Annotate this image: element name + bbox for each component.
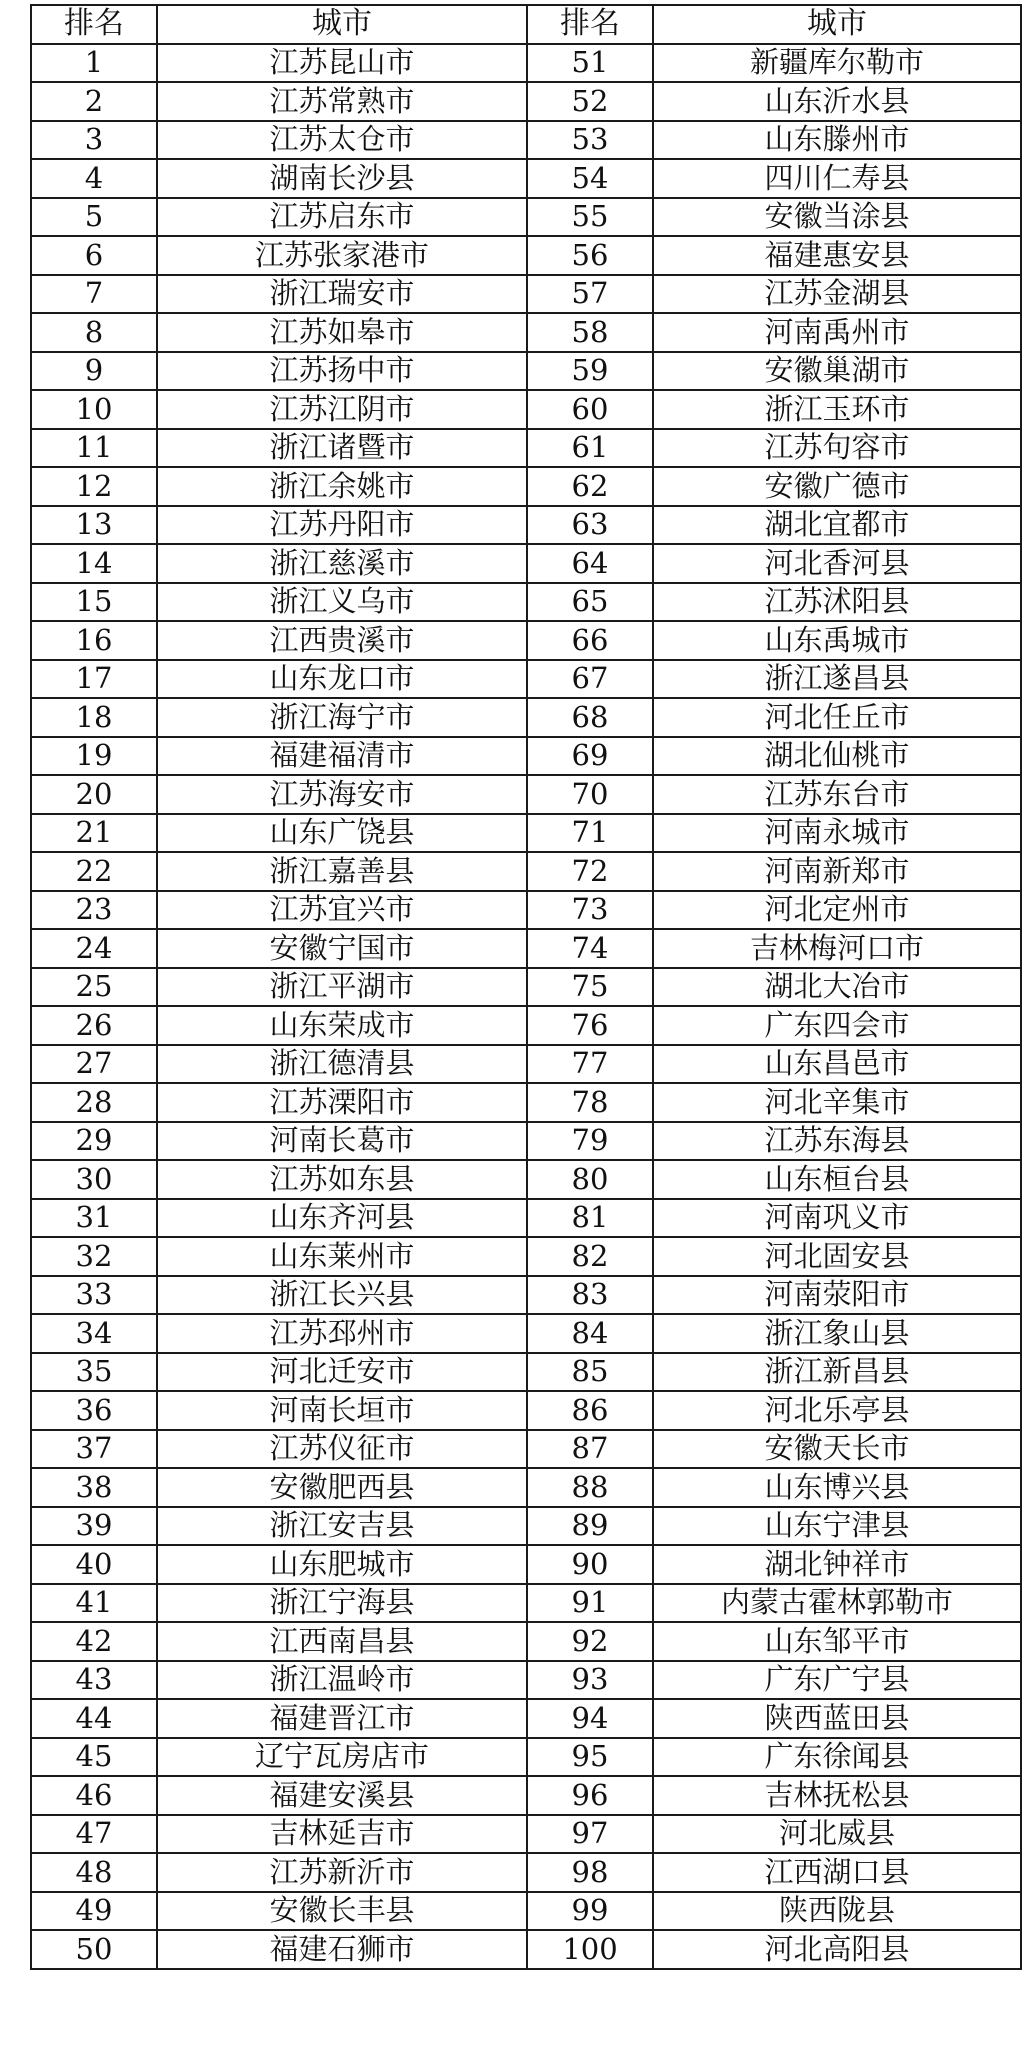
rank-left-cell: 50 <box>31 1930 157 1969</box>
rank-right-cell: 96 <box>527 1776 653 1815</box>
city-right-cell: 广东广宁县 <box>653 1661 1021 1700</box>
rank-right-cell: 83 <box>527 1276 653 1315</box>
rank-left-cell: 37 <box>31 1430 157 1469</box>
rank-right-cell: 95 <box>527 1738 653 1777</box>
city-right-cell: 山东宁津县 <box>653 1507 1021 1546</box>
rank-left-cell: 19 <box>31 737 157 776</box>
rank-right-cell: 57 <box>527 275 653 314</box>
city-right-cell: 江苏句容市 <box>653 429 1021 468</box>
city-left-cell: 浙江慈溪市 <box>157 544 527 583</box>
table-row <box>31 1160 1021 1199</box>
city-right-cell: 广东徐闻县 <box>653 1738 1021 1777</box>
table-row <box>31 1545 1021 1584</box>
rank-left-cell: 23 <box>31 891 157 930</box>
city-left-cell: 山东莱州市 <box>157 1237 527 1276</box>
city-left-cell: 江苏如皋市 <box>157 313 527 352</box>
city-left-cell: 江苏扬中市 <box>157 352 527 391</box>
city-right-cell: 山东邹平市 <box>653 1622 1021 1661</box>
city-right-cell: 江苏沭阳县 <box>653 583 1021 622</box>
rank-left-cell: 30 <box>31 1160 157 1199</box>
city-right-cell: 江西湖口县 <box>653 1853 1021 1892</box>
city-left-cell: 江苏宜兴市 <box>157 891 527 930</box>
rank-left-cell: 41 <box>31 1584 157 1623</box>
table-row <box>31 1314 1021 1353</box>
city-right-cell: 河南荥阳市 <box>653 1276 1021 1315</box>
city-left-cell: 江苏常熟市 <box>157 82 527 121</box>
rank-right-cell: 90 <box>527 1545 653 1584</box>
rank-left-cell: 2 <box>31 82 157 121</box>
rank-left-cell: 24 <box>31 929 157 968</box>
city-left-cell: 浙江瑞安市 <box>157 275 527 314</box>
city-right-cell: 河北任丘市 <box>653 698 1021 737</box>
city-right-cell: 陕西陇县 <box>653 1892 1021 1931</box>
table-row <box>31 1391 1021 1430</box>
rank-right-cell: 73 <box>527 891 653 930</box>
header-rank-left: 排名 <box>31 5 157 44</box>
city-right-cell: 江苏东海县 <box>653 1122 1021 1161</box>
city-left-cell: 浙江嘉善县 <box>157 852 527 891</box>
rank-right-cell: 54 <box>527 159 653 198</box>
city-right-cell: 安徽广德市 <box>653 467 1021 506</box>
rank-right-cell: 63 <box>527 506 653 545</box>
city-left-cell: 江苏江阴市 <box>157 390 527 429</box>
rank-right-cell: 70 <box>527 775 653 814</box>
table-header <box>31 5 1021 44</box>
header-rank-right: 排名 <box>527 5 653 44</box>
city-left-cell: 浙江温岭市 <box>157 1661 527 1700</box>
rank-right-cell: 93 <box>527 1661 653 1700</box>
rank-left-cell: 38 <box>31 1468 157 1507</box>
rank-left-cell: 14 <box>31 544 157 583</box>
rank-left-cell: 17 <box>31 660 157 699</box>
rank-right-cell: 99 <box>527 1892 653 1931</box>
rank-right-cell: 92 <box>527 1622 653 1661</box>
rank-right-cell: 88 <box>527 1468 653 1507</box>
rank-left-cell: 36 <box>31 1391 157 1430</box>
rank-left-cell: 4 <box>31 159 157 198</box>
rank-right-cell: 74 <box>527 929 653 968</box>
table-row <box>31 544 1021 583</box>
city-left-cell: 山东肥城市 <box>157 1545 527 1584</box>
table-row <box>31 121 1021 160</box>
table-row <box>31 1199 1021 1238</box>
rank-left-cell: 31 <box>31 1199 157 1238</box>
table-row <box>31 429 1021 468</box>
rank-left-cell: 5 <box>31 198 157 237</box>
table-row <box>31 82 1021 121</box>
city-left-cell: 浙江平湖市 <box>157 968 527 1007</box>
table-row <box>31 1699 1021 1738</box>
city-left-cell: 江苏新沂市 <box>157 1853 527 1892</box>
rank-left-cell: 34 <box>31 1314 157 1353</box>
city-left-cell: 江苏张家港市 <box>157 236 527 275</box>
table-row <box>31 737 1021 776</box>
city-right-cell: 山东滕州市 <box>653 121 1021 160</box>
city-left-cell: 湖南长沙县 <box>157 159 527 198</box>
table-row <box>31 852 1021 891</box>
city-left-cell: 安徽肥西县 <box>157 1468 527 1507</box>
rank-right-cell: 60 <box>527 390 653 429</box>
city-right-cell: 浙江玉环市 <box>653 390 1021 429</box>
city-left-cell: 河北迁安市 <box>157 1353 527 1392</box>
rank-right-cell: 66 <box>527 621 653 660</box>
city-right-cell: 浙江象山县 <box>653 1314 1021 1353</box>
city-right-cell: 山东昌邑市 <box>653 1045 1021 1084</box>
city-right-cell: 河南永城市 <box>653 814 1021 853</box>
rank-left-cell: 29 <box>31 1122 157 1161</box>
rank-left-cell: 27 <box>31 1045 157 1084</box>
city-left-cell: 安徽长丰县 <box>157 1892 527 1931</box>
table-row <box>31 1237 1021 1276</box>
city-right-cell: 山东沂水县 <box>653 82 1021 121</box>
rank-left-cell: 33 <box>31 1276 157 1315</box>
rank-right-cell: 71 <box>527 814 653 853</box>
rank-right-cell: 55 <box>527 198 653 237</box>
table-row <box>31 313 1021 352</box>
city-left-cell: 浙江诸暨市 <box>157 429 527 468</box>
city-right-cell: 河北香河县 <box>653 544 1021 583</box>
rank-left-cell: 21 <box>31 814 157 853</box>
rank-left-cell: 6 <box>31 236 157 275</box>
rank-left-cell: 35 <box>31 1353 157 1392</box>
rank-left-cell: 10 <box>31 390 157 429</box>
city-right-cell: 河南禹州市 <box>653 313 1021 352</box>
city-right-cell: 河南巩义市 <box>653 1199 1021 1238</box>
rank-left-cell: 43 <box>31 1661 157 1700</box>
city-left-cell: 江苏太仓市 <box>157 121 527 160</box>
table-row <box>31 1930 1021 1969</box>
city-right-cell: 河北威县 <box>653 1815 1021 1854</box>
rank-left-cell: 3 <box>31 121 157 160</box>
city-right-cell: 安徽当涂县 <box>653 198 1021 237</box>
rank-left-cell: 16 <box>31 621 157 660</box>
city-left-cell: 山东广饶县 <box>157 814 527 853</box>
table-row <box>31 1468 1021 1507</box>
table-body <box>31 44 1021 1969</box>
table-row <box>31 891 1021 930</box>
city-left-cell: 江苏昆山市 <box>157 44 527 83</box>
city-right-cell: 山东禹城市 <box>653 621 1021 660</box>
rank-right-cell: 58 <box>527 313 653 352</box>
city-left-cell: 山东龙口市 <box>157 660 527 699</box>
table-row <box>31 621 1021 660</box>
city-right-cell: 河南新郑市 <box>653 852 1021 891</box>
rank-right-cell: 62 <box>527 467 653 506</box>
rank-left-cell: 20 <box>31 775 157 814</box>
city-right-cell: 山东桓台县 <box>653 1160 1021 1199</box>
rank-right-cell: 67 <box>527 660 653 699</box>
city-left-cell: 河南长垣市 <box>157 1391 527 1430</box>
table-row <box>31 1430 1021 1469</box>
city-left-cell: 江苏如东县 <box>157 1160 527 1199</box>
rank-right-cell: 98 <box>527 1853 653 1892</box>
rank-left-cell: 44 <box>31 1699 157 1738</box>
rank-left-cell: 49 <box>31 1892 157 1931</box>
table-row <box>31 1353 1021 1392</box>
rank-left-cell: 28 <box>31 1083 157 1122</box>
rank-right-cell: 61 <box>527 429 653 468</box>
rank-right-cell: 97 <box>527 1815 653 1854</box>
rank-left-cell: 15 <box>31 583 157 622</box>
county-ranking-table <box>30 4 1022 1970</box>
city-left-cell: 浙江安吉县 <box>157 1507 527 1546</box>
rank-right-cell: 64 <box>527 544 653 583</box>
city-right-cell: 河北定州市 <box>653 891 1021 930</box>
rank-left-cell: 40 <box>31 1545 157 1584</box>
table-row <box>31 929 1021 968</box>
table-row <box>31 275 1021 314</box>
city-right-cell: 湖北宜都市 <box>653 506 1021 545</box>
rank-left-cell: 7 <box>31 275 157 314</box>
table-row <box>31 1815 1021 1854</box>
rank-left-cell: 12 <box>31 467 157 506</box>
city-left-cell: 江苏仪征市 <box>157 1430 527 1469</box>
city-left-cell: 江苏海安市 <box>157 775 527 814</box>
city-left-cell: 吉林延吉市 <box>157 1815 527 1854</box>
rank-right-cell: 51 <box>527 44 653 83</box>
rank-right-cell: 94 <box>527 1699 653 1738</box>
rank-left-cell: 13 <box>31 506 157 545</box>
rank-right-cell: 72 <box>527 852 653 891</box>
city-left-cell: 福建晋江市 <box>157 1699 527 1738</box>
table-row <box>31 583 1021 622</box>
rank-right-cell: 100 <box>527 1930 653 1969</box>
table-row <box>31 1661 1021 1700</box>
city-right-cell: 湖北仙桃市 <box>653 737 1021 776</box>
table-row <box>31 506 1021 545</box>
rank-right-cell: 59 <box>527 352 653 391</box>
rank-left-cell: 9 <box>31 352 157 391</box>
city-left-cell: 福建石狮市 <box>157 1930 527 1969</box>
rank-right-cell: 68 <box>527 698 653 737</box>
table-row <box>31 44 1021 83</box>
rank-right-cell: 86 <box>527 1391 653 1430</box>
city-right-cell: 江苏东台市 <box>653 775 1021 814</box>
table-row <box>31 1083 1021 1122</box>
rank-left-cell: 26 <box>31 1006 157 1045</box>
city-left-cell: 安徽宁国市 <box>157 929 527 968</box>
city-right-cell: 福建惠安县 <box>653 236 1021 275</box>
table-row <box>31 390 1021 429</box>
rank-right-cell: 84 <box>527 1314 653 1353</box>
city-right-cell: 广东四会市 <box>653 1006 1021 1045</box>
rank-right-cell: 77 <box>527 1045 653 1084</box>
rank-left-cell: 22 <box>31 852 157 891</box>
rank-left-cell: 25 <box>31 968 157 1007</box>
city-right-cell: 河北乐亭县 <box>653 1391 1021 1430</box>
rank-left-cell: 39 <box>31 1507 157 1546</box>
rank-right-cell: 80 <box>527 1160 653 1199</box>
city-right-cell: 陕西蓝田县 <box>653 1699 1021 1738</box>
table-row <box>31 1122 1021 1161</box>
city-left-cell: 江苏启东市 <box>157 198 527 237</box>
header-row <box>31 5 1021 44</box>
city-left-cell: 浙江德清县 <box>157 1045 527 1084</box>
table-row <box>31 660 1021 699</box>
rank-left-cell: 8 <box>31 313 157 352</box>
city-left-cell: 浙江宁海县 <box>157 1584 527 1623</box>
city-right-cell: 湖北钟祥市 <box>653 1545 1021 1584</box>
table-row <box>31 775 1021 814</box>
city-left-cell: 福建安溪县 <box>157 1776 527 1815</box>
city-right-cell: 安徽巢湖市 <box>653 352 1021 391</box>
rank-right-cell: 52 <box>527 82 653 121</box>
city-left-cell: 辽宁瓦房店市 <box>157 1738 527 1777</box>
city-left-cell: 江苏邳州市 <box>157 1314 527 1353</box>
rank-left-cell: 45 <box>31 1738 157 1777</box>
rank-right-cell: 82 <box>527 1237 653 1276</box>
city-right-cell: 吉林梅河口市 <box>653 929 1021 968</box>
rank-right-cell: 69 <box>527 737 653 776</box>
table-row <box>31 1622 1021 1661</box>
table-row <box>31 1006 1021 1045</box>
table-row <box>31 467 1021 506</box>
table-row <box>31 352 1021 391</box>
city-right-cell: 安徽天长市 <box>653 1430 1021 1469</box>
city-right-cell: 新疆库尔勒市 <box>653 44 1021 83</box>
rank-left-cell: 18 <box>31 698 157 737</box>
rank-right-cell: 76 <box>527 1006 653 1045</box>
city-right-cell: 山东博兴县 <box>653 1468 1021 1507</box>
table-row <box>31 1892 1021 1931</box>
city-right-cell: 江苏金湖县 <box>653 275 1021 314</box>
city-right-cell: 湖北大冶市 <box>653 968 1021 1007</box>
city-left-cell: 浙江海宁市 <box>157 698 527 737</box>
rank-left-cell: 48 <box>31 1853 157 1892</box>
city-right-cell: 浙江遂昌县 <box>653 660 1021 699</box>
table-row <box>31 1507 1021 1546</box>
rank-left-cell: 46 <box>31 1776 157 1815</box>
city-left-cell: 浙江长兴县 <box>157 1276 527 1315</box>
table-row <box>31 1276 1021 1315</box>
city-left-cell: 河南长葛市 <box>157 1122 527 1161</box>
rank-right-cell: 75 <box>527 968 653 1007</box>
city-left-cell: 江西南昌县 <box>157 1622 527 1661</box>
header-city-right: 城市 <box>653 5 1021 44</box>
table-row <box>31 159 1021 198</box>
rank-right-cell: 85 <box>527 1353 653 1392</box>
table-row <box>31 198 1021 237</box>
rank-right-cell: 79 <box>527 1122 653 1161</box>
rank-right-cell: 65 <box>527 583 653 622</box>
city-left-cell: 浙江余姚市 <box>157 467 527 506</box>
rank-right-cell: 78 <box>527 1083 653 1122</box>
table-row <box>31 1584 1021 1623</box>
rank-right-cell: 89 <box>527 1507 653 1546</box>
rank-left-cell: 47 <box>31 1815 157 1854</box>
city-right-cell: 四川仁寿县 <box>653 159 1021 198</box>
city-right-cell: 河北高阳县 <box>653 1930 1021 1969</box>
city-right-cell: 河北辛集市 <box>653 1083 1021 1122</box>
city-left-cell: 浙江义乌市 <box>157 583 527 622</box>
rank-right-cell: 87 <box>527 1430 653 1469</box>
city-left-cell: 山东荣成市 <box>157 1006 527 1045</box>
header-city-left: 城市 <box>157 5 527 44</box>
rank-right-cell: 53 <box>527 121 653 160</box>
rank-right-cell: 56 <box>527 236 653 275</box>
table-row <box>31 1776 1021 1815</box>
rank-left-cell: 32 <box>31 1237 157 1276</box>
rank-right-cell: 91 <box>527 1584 653 1623</box>
city-left-cell: 江苏丹阳市 <box>157 506 527 545</box>
table-row <box>31 1738 1021 1777</box>
table-row <box>31 814 1021 853</box>
city-left-cell: 江苏溧阳市 <box>157 1083 527 1122</box>
rank-left-cell: 1 <box>31 44 157 83</box>
table-row <box>31 1853 1021 1892</box>
city-left-cell: 江西贵溪市 <box>157 621 527 660</box>
table-row <box>31 968 1021 1007</box>
table-row <box>31 1045 1021 1084</box>
table-row <box>31 698 1021 737</box>
city-left-cell: 福建福清市 <box>157 737 527 776</box>
rank-left-cell: 11 <box>31 429 157 468</box>
rank-left-cell: 42 <box>31 1622 157 1661</box>
city-left-cell: 山东齐河县 <box>157 1199 527 1238</box>
city-right-cell: 河北固安县 <box>653 1237 1021 1276</box>
city-right-cell: 内蒙古霍林郭勒市 <box>653 1584 1021 1623</box>
city-right-cell: 吉林抚松县 <box>653 1776 1021 1815</box>
table-row <box>31 236 1021 275</box>
rank-right-cell: 81 <box>527 1199 653 1238</box>
city-right-cell: 浙江新昌县 <box>653 1353 1021 1392</box>
